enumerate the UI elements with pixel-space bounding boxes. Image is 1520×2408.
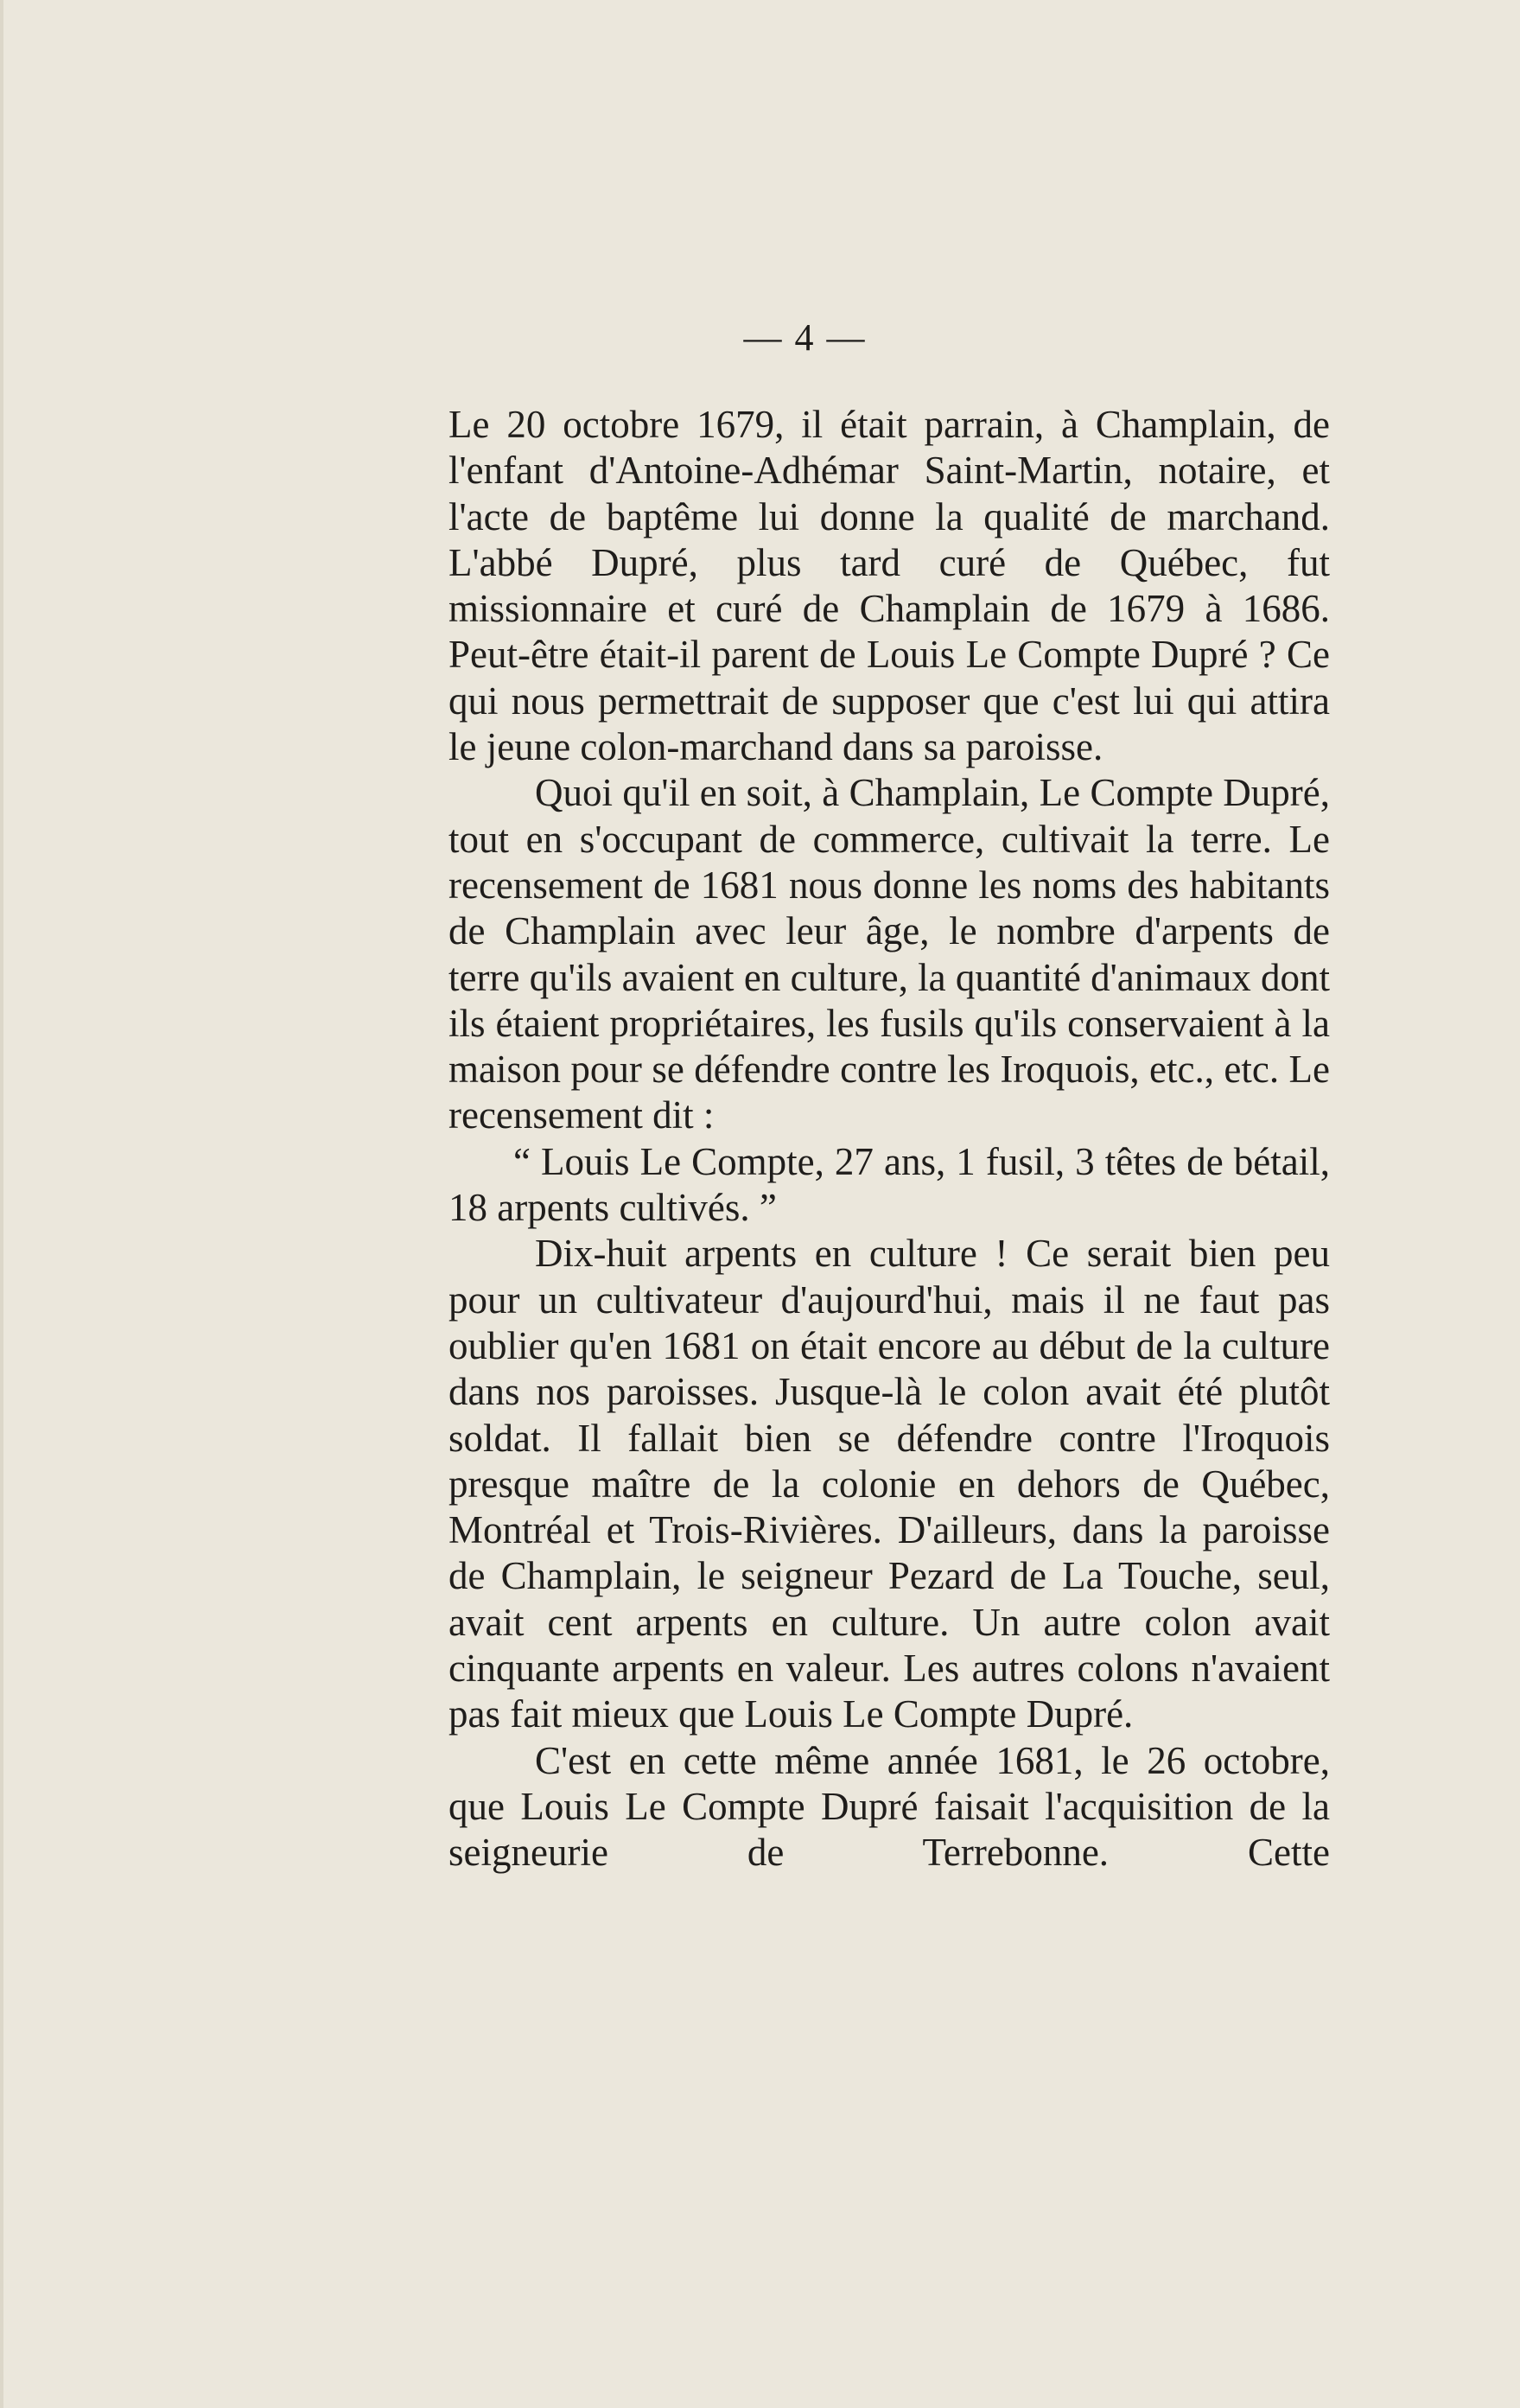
paragraph: Quoi qu'il en soit, à Champlain, Le Compte Dupré, tout en s'occupant de commerce, cultivait la terre. Le recensement de 1681 nous donne les noms des habitants de Champlain avec leur âge, le nombre d'arpents de terre qu'ils avaient en culture, la quantité d'animaux dont ils étaient propriétaires, les fusils qu'ils conservaient à la maison pour se défendre contre les Iroquois, etc., etc. Le recensement dit :: [448, 771, 1330, 1137]
body-text: [448, 402, 1330, 1876]
page-number: — 4 —: [743, 316, 867, 359]
paragraph: C'est en cette même année 1681, le 26 octobre, que Louis Le Compte Dupré faisait l'acquisition de la seigneurie de Terrebonne. Cette: [448, 1738, 1330, 1875]
census-quote: “ Louis Le Compte, 27 ans, 1 fusil, 3 têtes de bétail, 18 arpents cultivés. ”: [448, 1139, 1330, 1230]
paragraph: Dix-huit arpents en culture ! Ce serait bien peu pour un cultivateur d'aujourd'hui, mais il ne faut pas oublier qu'en 1681 on était encore au début de la culture dans nos paroisses. Jusque-là le colon avait été plutôt soldat. Il fallait bien se défendre contre l'Iroquois presque maître de la colonie en dehors de Québec, Montréal et Trois-Rivières. D'ailleurs, dans la paroisse de Champlain, le seigneur Pezard de La Touche, seul, avait cent arpents en culture. Un autre colon avait cinquante arpents en valeur. Les autres colons n'avaient pas fait mieux que Louis Le Compte Dupré.: [448, 1232, 1330, 1736]
paragraph: Le 20 octobre 1679, il était parrain, à Champlain, de l'enfant d'Antoine-Adhémar Saint-Martin, notaire, et l'acte de baptême lui donne la qualité de marchand. L'abbé Dupré, plus tard curé de Québec, fut missionnaire et curé de Champlain de 1679 à 1686. Peut-être était-il parent de Louis Le Compte Dupré ? Ce qui nous permettrait de supposer que c'est lui qui attira le jeune colon-marchand dans sa paroisse.: [448, 403, 1330, 769]
